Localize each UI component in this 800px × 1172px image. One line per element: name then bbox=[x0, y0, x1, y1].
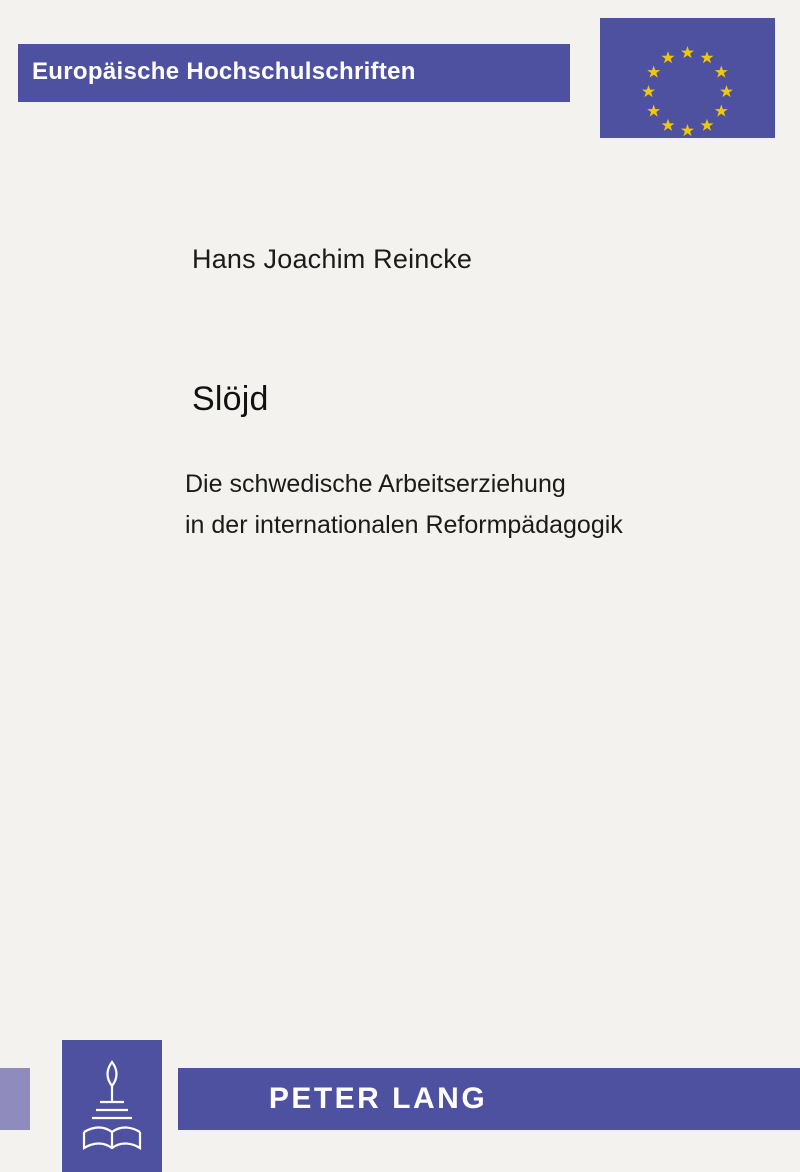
subtitle-line-2: in der internationalen Reformpädagogik bbox=[185, 511, 623, 539]
subtitle-line-1: Die schwedische Arbeitserziehung bbox=[185, 470, 566, 498]
series-title: Europäische Hochschulschriften bbox=[32, 58, 416, 85]
peter-lang-logo-icon bbox=[62, 1040, 162, 1172]
book-subtitle bbox=[185, 464, 745, 546]
author-name: Hans Joachim Reincke bbox=[192, 244, 473, 274]
book-title: Slöjd bbox=[192, 380, 269, 418]
european-union-flag-icon bbox=[600, 18, 775, 138]
left-edge-block bbox=[0, 1068, 30, 1130]
publisher-name: PETER LANG bbox=[268, 1082, 488, 1115]
